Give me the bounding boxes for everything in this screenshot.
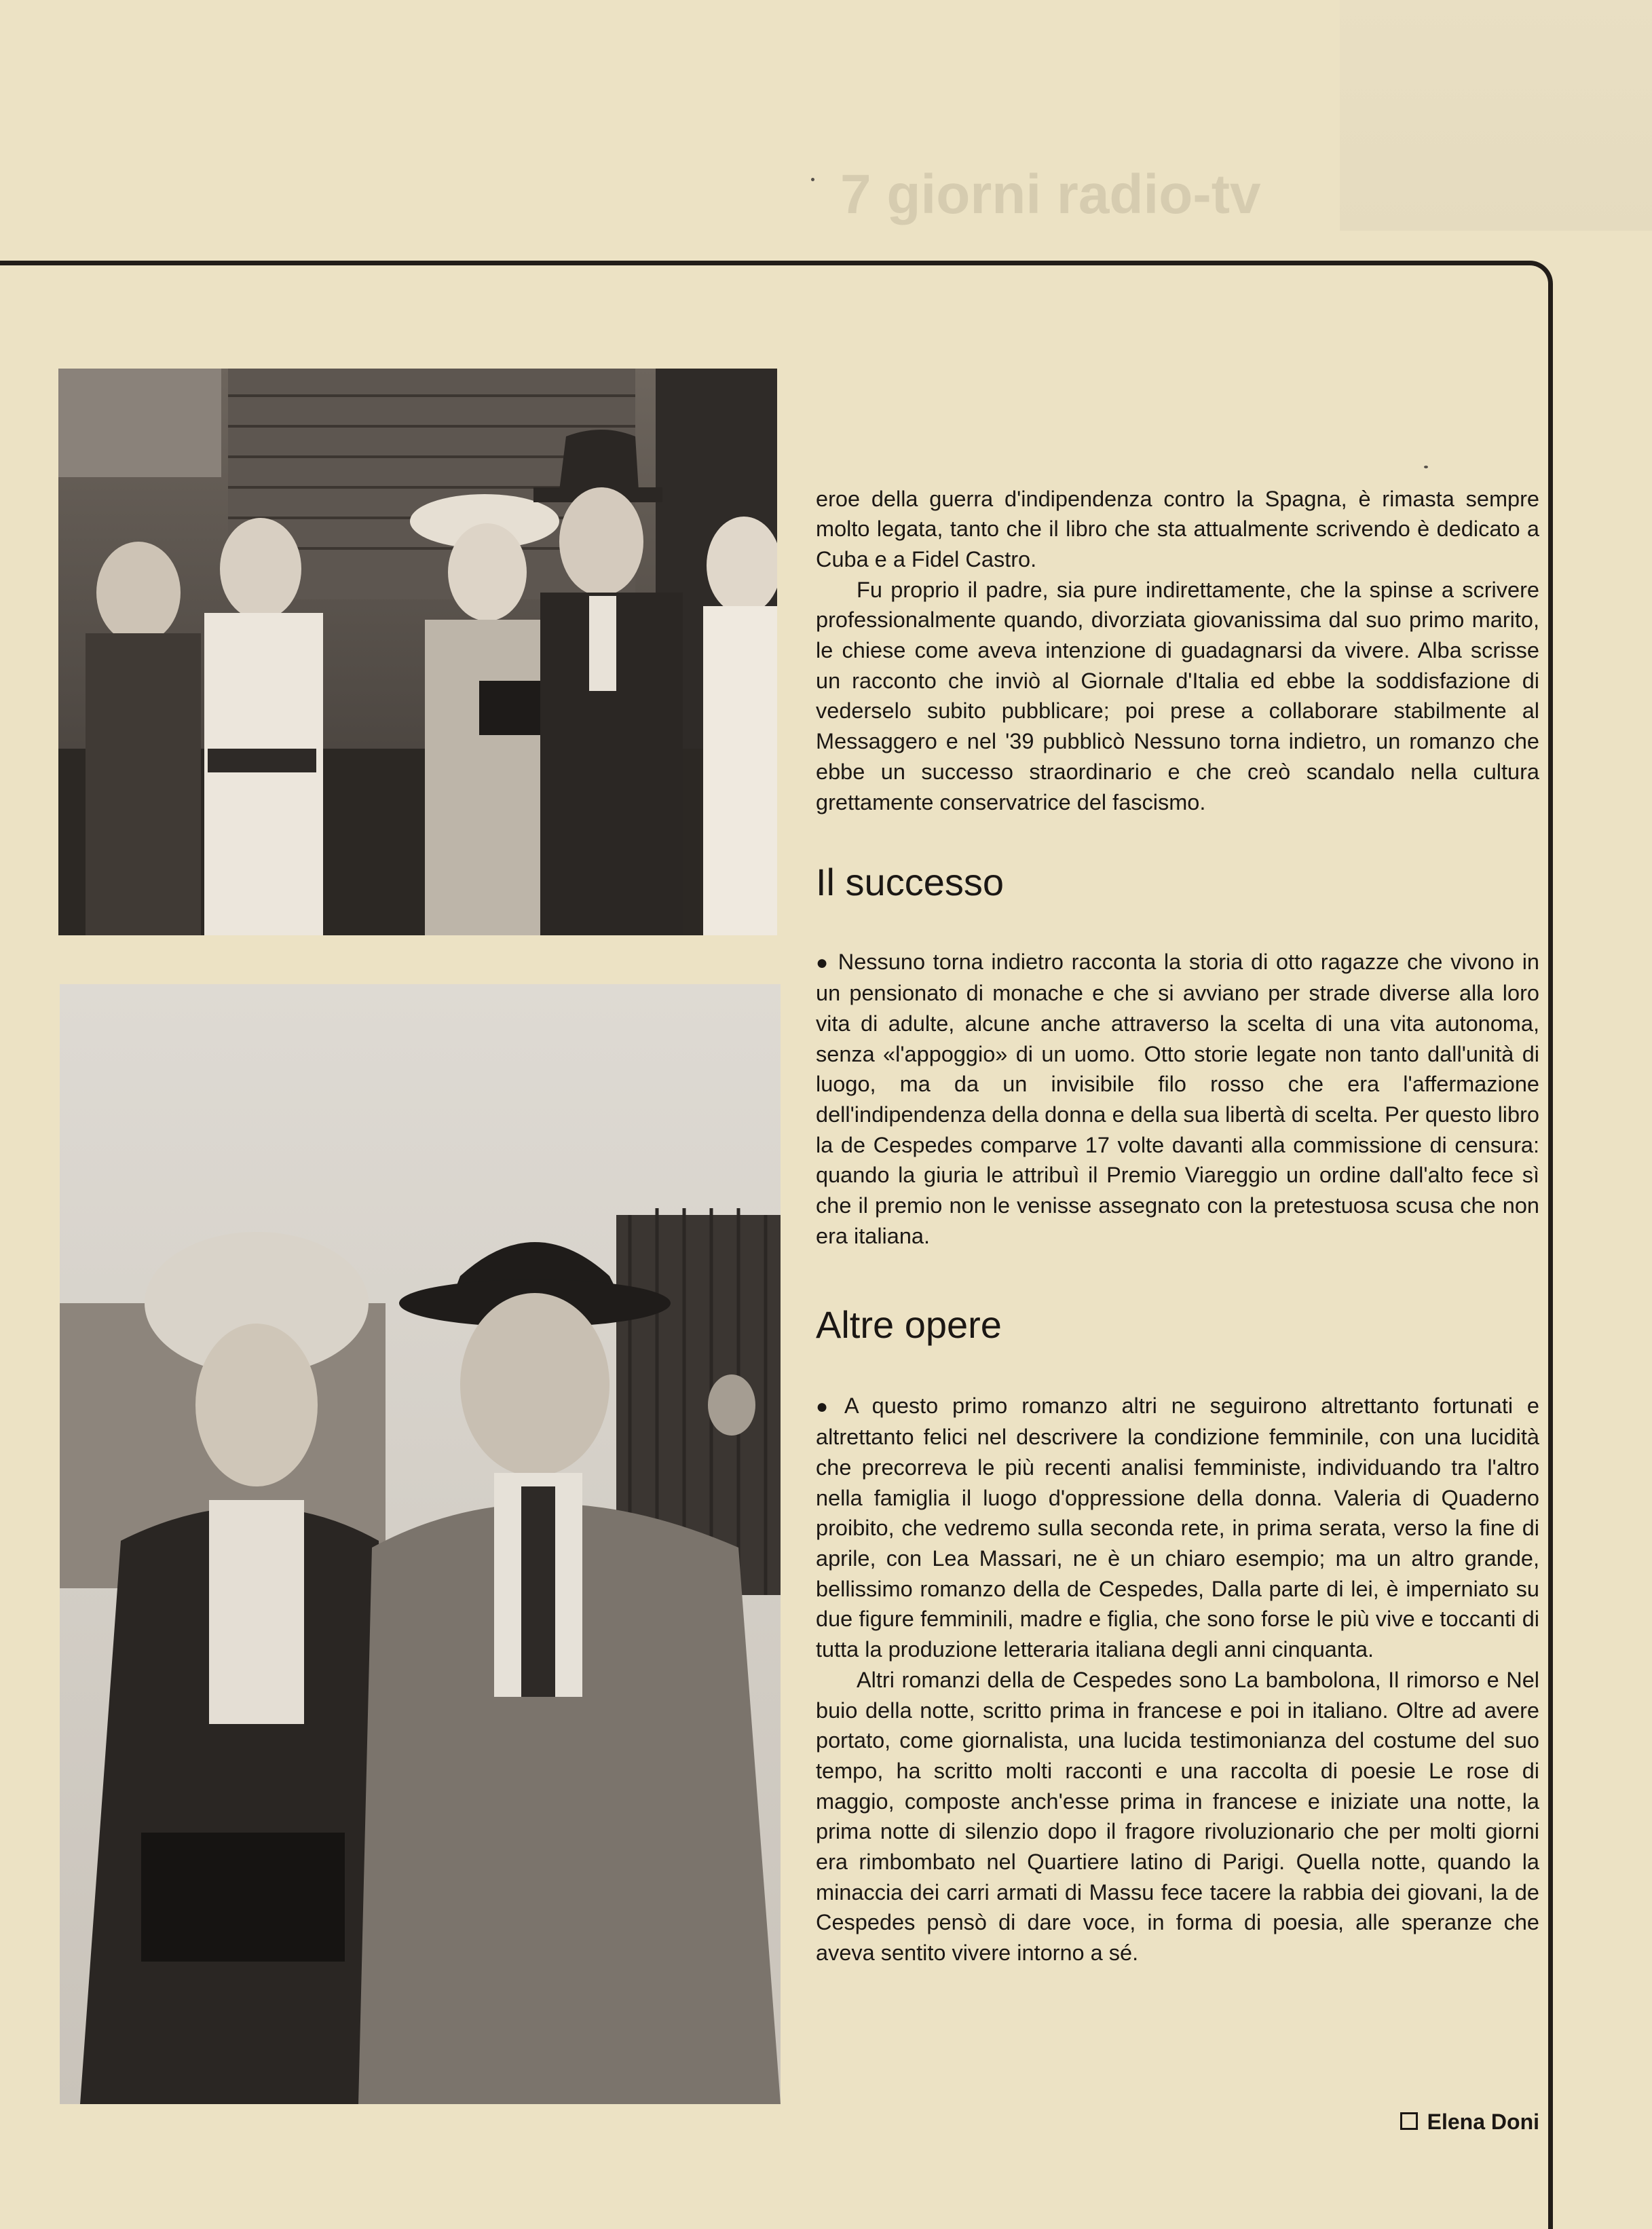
author-signature <box>1400 2110 1539 2135</box>
intro-paragraph-1: eroe della guerra d'indipendenza contro la Spagna, è rimasta sempre molto legata, tanto che il libro che sta attualmente scrivendo è dedicato a Cuba e a Fidel Castro. <box>816 486 1539 572</box>
bleed-through-area <box>1340 0 1652 231</box>
bullet-icon: ● <box>816 1395 836 1418</box>
section-2-paragraph-1: A questo primo romanzo altri ne seguirono altrettanto fortunati e altrettanto felici nel descrivere la condizione femminile, con una lucidità che precorreva le più recenti analisi femministe, individuando tra l'altro nella famiglia il luogo d'oppressione della donna. Valeria di Quaderno proibito, che vedremo sulla seconda rete, in prima serata, verso la fine di aprile, con Lea Massari, ne è un chiaro esempio; ma un altro grande, bellissimo romanzo della de Cespedes, Dalla parte di lei, è imperniato su due figure femminili, madre e figlia, che sono forse le più vive e toccanti di tutta la produzione letteraria italiana degli anni cinquanta. <box>816 1393 1539 1662</box>
bullet-icon: ● <box>816 951 830 974</box>
intro-paragraph-2: Fu proprio il padre, sia pure indirettamente, che la spinse a scrivere professionalmente quando, divorziata giovanissima dal suo primo marito, le chiese come aveva intenzione di guadagnarsi da vivere. Alba scrisse un racconto che inviò al Giornale d'Italia ed ebbe la soddisfazione di vederselo subito pubblicare; poi prese a collaborare stabilmente al Messaggero e nel '39 pubblicò Nessuno torna indietro, un romanzo che ebbe un successo straordinario e che creò scandalo nella cultura grettamente conservatrice del fascismo. <box>816 577 1539 814</box>
checkbox-square-icon <box>1400 2112 1418 2130</box>
section-heading-altre-opere: Altre opere <box>816 1303 1002 1346</box>
print-speck <box>811 178 814 181</box>
section-1-paragraph: Nessuno torna indietro racconta la storia di otto ragazze che vivono in un pensionato di monache e che si avviano per strade diverse alla loro vita di adulte, alcune anche attraverso la scelta di una vita autonoma, senza «l'appoggio» di un uomo. Otto storie legate non tanto dall'unità di luogo, ma da un invisibile filo rosso che era l'affermazione dell'indipendenza della donna e della sua libertà di scelta. Per questo libro la de Cespedes comparve 17 volte davanti alla commissione di censura: quando la giuria le attribuì il Premio Viareggio un ordine dall'alto fece sì che il premio non le venisse assegnato con la pretestuosa scusa che non era italiana. <box>816 949 1540 1248</box>
author-name: Elena Doni <box>1427 2110 1539 2134</box>
bleed-through-title: 7 giorni radio-tv <box>840 164 1261 225</box>
section-2-paragraph-2: Altri romanzi della de Cespedes sono La bambolona, Il rimorso e Nel buio della notte, scritto prima in francese e poi in italiano. Oltre ad avere portato, come giornalista, una lucida testimonianza del costume del suo tempo, ha scritto molti racconti e una raccolta di poesie Le rose di maggio, composte anch'esse prima in francese e iniziate una notte, la prima notte di silenzio dopo il fragore rivoluzionario che per molti giorni era rimbombato nel Quartiere latino di Parigi. Quella notte, quando la minaccia dei carri armati di Massu fece tacere la rabbia dei giovani, la de Cespedes pensò di dare voce, in forma di poesia, alle speranze che aveva sentito vivere intorno a sé. <box>816 1667 1539 1966</box>
photo-group-scene <box>58 369 777 935</box>
print-speck <box>1424 466 1428 468</box>
photo-couple-scene <box>60 984 781 2104</box>
section-heading-il-successo: Il successo <box>816 861 1004 903</box>
